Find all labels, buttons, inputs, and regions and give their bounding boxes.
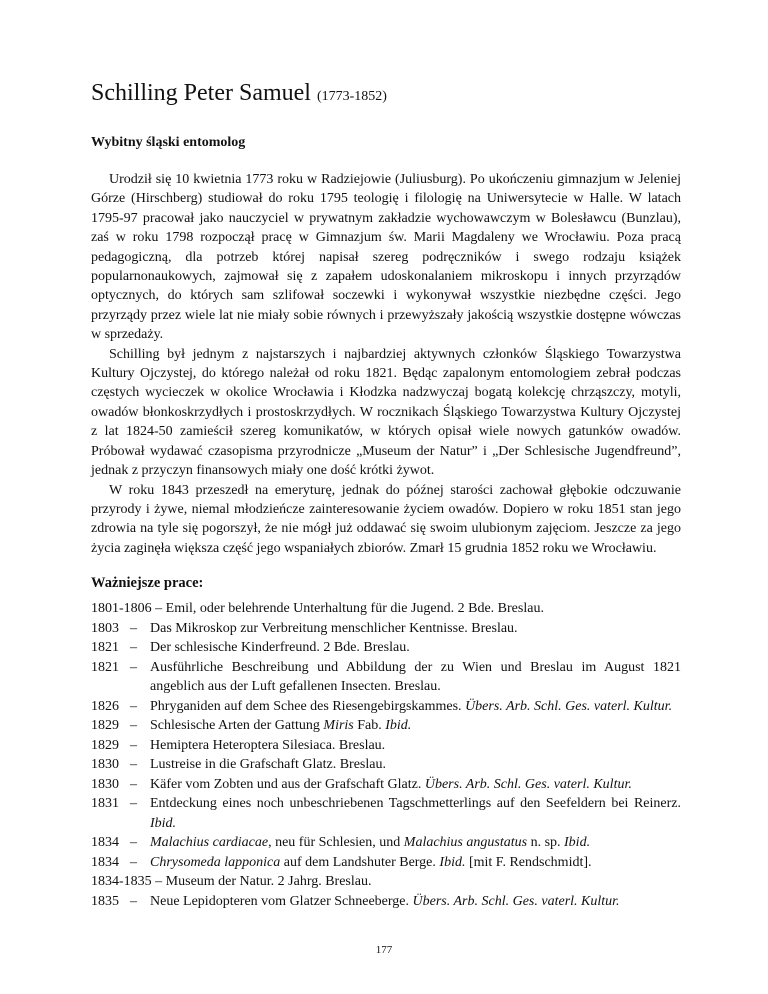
work-text: Fab.	[353, 718, 382, 734]
work-entry	[91, 716, 681, 736]
work-date: 1829	[91, 718, 119, 734]
dash: –	[130, 776, 137, 792]
dash: –	[130, 640, 137, 656]
dash: –	[130, 835, 137, 851]
work-date: 1831	[91, 796, 119, 812]
journal-ref: Übers. Arb. Schl. Ges. vaterl. Kultur.	[465, 698, 673, 714]
works-list	[91, 599, 681, 911]
species-name: Malachius cardiacae	[150, 835, 269, 851]
work-entry	[91, 794, 681, 833]
work-entry	[91, 833, 681, 853]
dash: –	[130, 620, 137, 636]
journal-ref: Übers. Arb. Schl. Ges. vaterl. Kultur.	[424, 776, 632, 792]
page-title	[91, 78, 681, 112]
species-name: Miris	[323, 718, 354, 734]
work-title	[150, 755, 681, 775]
work-title	[150, 794, 681, 833]
work-text: Emil, oder belehrende Unterhaltung für die Jugend. 2 Bde. Breslau.	[165, 601, 544, 617]
work-date: 1830	[91, 757, 119, 773]
work-text: Museum der Natur. 2 Jahrg. Breslau.	[165, 874, 372, 890]
subtitle: Wybitny śląski entomolog	[91, 135, 246, 150]
journal-ref: Ibid.	[385, 718, 412, 734]
work-title	[150, 736, 681, 756]
dash: –	[130, 854, 137, 870]
work-date: 1830	[91, 776, 119, 792]
work-entry	[91, 736, 681, 756]
work-title	[150, 775, 681, 795]
work-title	[166, 872, 681, 892]
work-date: 1834	[91, 835, 119, 851]
work-date: 1801-1806 –	[91, 601, 166, 617]
life-years: (1773-1852)	[316, 89, 387, 104]
works-heading: Ważniejsze prace:	[91, 575, 204, 592]
work-entry	[91, 619, 681, 639]
work-text: Entdeckung eines noch unbeschriebenen Tagschmetterlings auf den Seefeldern bei Reinerz.	[150, 796, 681, 812]
paragraph: Urodził się 10 kwietnia 1773 roku w Radziejowie (Juliusburg). Po ukończeniu gimnazjum w Jeleniej Górze (Hirschberg) studiował do roku 1795 teologię i filologię na Uniwersytecie w Halle. W latach 1795-97 pracował jako nauczyciel w prywatnym zakładzie wychowawczym w Bolesławcu (Bunzlau), zaś w roku 1798 rozpoczął pracę w Gimnazjum św. Marii Magdaleny we Wrocławiu. Poza pracą pedagogiczną, dla potrzeb której napisał szereg podręczników i swego rodzaju książek popularnonaukowych, zajmował się z zapałem udoskonalaniem mikroskopu i innych przyrządów optycznych, do których sam szlifował soczewki i wykonywał wszystkie niezbędne części. Jego przyrządy przez wiele lat nie miały sobie równych i przewyższały jakością wszystkie dostępne wówczas w sprzedaży.	[91, 172, 681, 343]
species-name: Malachius angustatus	[403, 835, 528, 851]
work-text: Käfer vom Zobten und aus der Grafschaft Glatz.	[150, 776, 422, 792]
work-entry	[91, 697, 681, 717]
work-text: Ausführliche Beschreibung und Abbildung der zu Wien und Breslau im August 1821 angeblich aus der Luft gefallenen Insecten. Breslau.	[150, 659, 681, 695]
work-date: 1834-1835 –	[91, 874, 166, 890]
paragraph: W roku 1843 przeszedł na emeryturę, jednak do późnej starości zachował głębokie odczuwanie przyrody i żywe, niemal młodzieńcze zainteresowanie życiem owadów. Dopiero w roku 1851 stan jego zdrowia na tyle się pogorszył, że nie mógł już oddawać się swoim ulubionym zajęciom. Jeszcze za jego życia zaginęła większa część jego wspaniałych zbiorów. Zmarł 15 grudnia 1852 roku we Wrocławiu.	[91, 482, 681, 556]
work-date: 1826	[91, 698, 119, 714]
species-name: Chrysomeda lapponica	[150, 854, 281, 870]
work-entry	[91, 775, 681, 795]
dash: –	[130, 659, 137, 675]
dash: –	[130, 893, 137, 909]
journal-ref: Ibid.	[439, 854, 466, 870]
paragraph: Schilling był jednym z najstarszych i najbardziej aktywnych członków Śląskiego Towarzystwa Kultury Ojczystej, do którego należał od roku 1821. Będąc zapalonym entomologiem zebrał podczas częstych wycieczek w okolice Wrocławia i Kłodzka nadzwyczaj bogatą kolekcję chrząszczy, motyli, owadów błonkoskrzydłych i prostoskrzydłych. W rocznikach Śląskiego Towarzystwa Kultury Ojczystej z lat 1824-50 zamieścił szereg komunikatów, w których opisał wiele nowych gatunków owadów. Próbował wydawać czasopisma przyrodnicze „Museum der Natur” i „Der Schlesische Jugendfreund”, jednak z przyczyn finansowych miały one dość krótki żywot.	[91, 346, 681, 479]
journal-ref: Ibid.	[564, 835, 591, 851]
work-title	[150, 833, 681, 853]
page-number: 177	[375, 944, 393, 956]
work-text: n. sp.	[527, 835, 561, 851]
dash: –	[130, 718, 137, 734]
work-text: Das Mikroskop zur Verbreitung menschlicher Kentnisse. Breslau.	[150, 620, 518, 636]
journal-ref: Ibid.	[150, 815, 177, 831]
work-text: , neu für Schlesien, und	[268, 835, 404, 851]
work-text: Schlesische Arten der Gattung	[150, 718, 324, 734]
work-title	[150, 892, 681, 912]
work-entry	[91, 638, 681, 658]
work-date: 1821	[91, 659, 119, 675]
work-entry	[91, 755, 681, 775]
work-text: Lustreise in die Grafschaft Glatz. Breslau.	[150, 757, 386, 773]
work-text: Phryganiden auf dem Schee des Riesengebirgskammes.	[150, 698, 462, 714]
work-title	[150, 658, 681, 697]
work-text: auf dem Landshuter Berge.	[280, 854, 436, 870]
work-date: 1803	[91, 620, 119, 636]
work-title	[150, 619, 681, 639]
work-title	[150, 638, 681, 658]
work-text: Neue Lepidopteren vom Glatzer Schneeberge.	[150, 893, 410, 909]
work-entry	[91, 872, 681, 892]
person-name: Schilling Peter Samuel	[91, 80, 311, 106]
work-title	[150, 697, 681, 717]
work-text: Der schlesische Kinderfreund. 2 Bde. Breslau.	[150, 640, 410, 656]
dash: –	[130, 757, 137, 773]
work-note: [mit F. Rendschmidt].	[465, 854, 592, 870]
page	[91, 78, 681, 911]
biography	[91, 170, 681, 558]
work-title	[166, 599, 681, 619]
work-title	[150, 853, 681, 873]
work-text: Hemiptera Heteroptera Silesiaca. Breslau.	[150, 737, 386, 753]
dash: –	[130, 737, 137, 753]
dash: –	[130, 698, 137, 714]
work-entry	[91, 892, 681, 912]
work-date: 1835	[91, 893, 119, 909]
work-date: 1829	[91, 737, 119, 753]
work-date: 1821	[91, 640, 119, 656]
work-entry	[91, 599, 681, 619]
dash: –	[130, 796, 137, 812]
work-title	[150, 716, 681, 736]
work-date: 1834	[91, 854, 119, 870]
work-entry	[91, 658, 681, 697]
work-entry	[91, 853, 681, 873]
journal-ref: Übers. Arb. Schl. Ges. vaterl. Kultur.	[412, 893, 620, 909]
